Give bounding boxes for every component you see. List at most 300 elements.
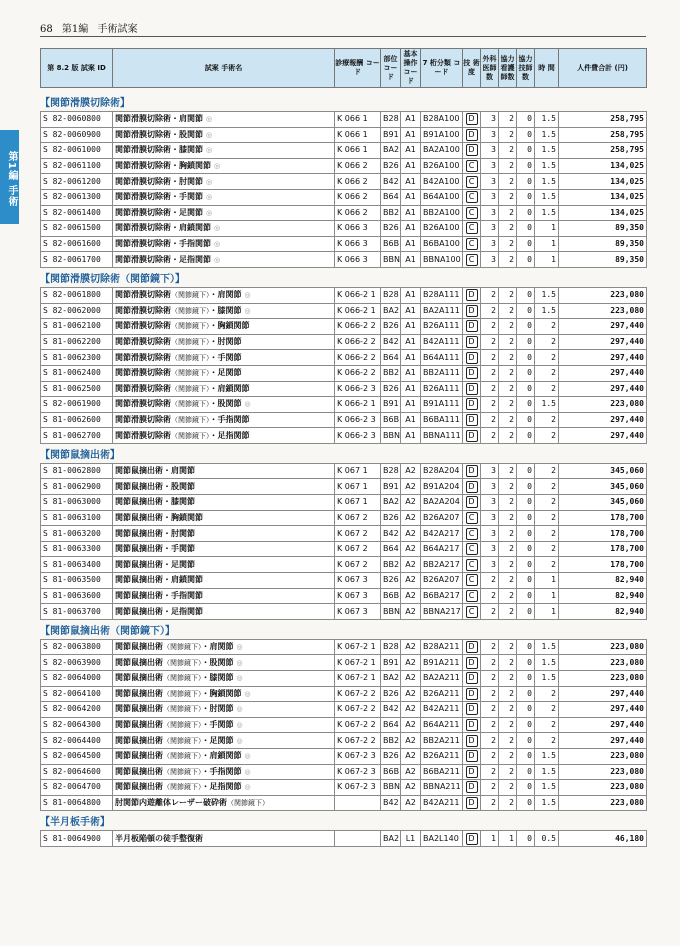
class-code: B28A211 [421,639,463,655]
technician-count: 0 [517,733,535,749]
skill-level-cell [463,158,481,174]
nurse-count: 2 [499,381,517,397]
nurse-count: 2 [499,795,517,811]
operation-code: A1 [401,205,421,221]
procedure-id: S 82-0061300 [41,189,113,205]
operation-code: A1 [401,174,421,190]
time-hours: 1.5 [535,764,559,780]
personnel-cost: 134,025 [559,205,647,221]
site-code: B91 [381,479,401,495]
site-code: B42 [381,526,401,542]
site-code: BA2 [381,831,401,847]
personnel-cost: 178,700 [559,510,647,526]
operation-code: A1 [401,236,421,252]
procedure-note: （関節鏡下） [163,674,202,683]
table-row [41,143,647,159]
class-code: BA2A111 [421,303,463,319]
technician-count: 0 [517,557,535,573]
class-code: BA2A211 [421,671,463,687]
skill-level-cell [463,831,481,847]
procedure-id: S 81-0062600 [41,412,113,428]
skill-level-badge: C [466,191,478,203]
surgeon-count: 2 [481,702,499,718]
table-row [41,733,647,749]
class-code: B6BA217 [421,588,463,604]
column-header: 試案 手術名 [113,49,335,88]
operation-code: A2 [401,655,421,671]
site-code: B42 [381,174,401,190]
personnel-cost: 134,025 [559,189,647,205]
personnel-cost: 258,795 [559,127,647,143]
operation-code: A2 [401,510,421,526]
table-row [41,748,647,764]
operation-code: A2 [401,764,421,780]
operation-code: A1 [401,143,421,159]
operation-code: A1 [401,112,421,128]
procedure-id: S 82-0064100 [41,686,113,702]
personnel-cost: 297,440 [559,365,647,381]
surgeon-count: 2 [481,733,499,749]
technician-count: 0 [517,604,535,620]
time-hours: 1 [535,252,559,268]
personnel-cost: 297,440 [559,733,647,749]
table-row [41,221,647,237]
procedure-name: 関節鼠摘出術（関節鏡下）・肩鎖関節 ◎ [113,748,335,764]
surgeon-count: 3 [481,127,499,143]
fee-code: K 067-2 2 [335,717,381,733]
procedure-note: （関節鏡下） [171,400,210,409]
time-hours: 2 [535,510,559,526]
site-code: BB2 [381,205,401,221]
nurse-count: 2 [499,748,517,764]
procedure-id: S 82-0061000 [41,143,113,159]
time-hours: 2 [535,381,559,397]
class-code: BA2A100 [421,143,463,159]
class-code: B26A207 [421,510,463,526]
skill-level-cell [463,588,481,604]
procedure-id: S 82-0063900 [41,655,113,671]
skill-level-cell [463,334,481,350]
class-code: B6BA111 [421,412,463,428]
surgeon-count: 2 [481,717,499,733]
procedure-name: 肘関節内遊離体レーザー破砕術（関節鏡下） [113,795,335,811]
table-row [41,287,647,303]
operation-code: A2 [401,733,421,749]
time-hours: 2 [535,428,559,444]
site-code: B91 [381,127,401,143]
procedure-note: （関節鏡下） [171,369,210,378]
procedure-id: S 82-0063800 [41,639,113,655]
skill-level-cell [463,252,481,268]
class-code: B6BA211 [421,764,463,780]
skill-level-badge: D [466,336,478,348]
procedure-note: （関節鏡下） [163,658,202,667]
procedure-id: S 81-0063100 [41,510,113,526]
operation-code: A2 [401,463,421,479]
skill-level-badge: C [466,176,478,188]
personnel-cost: 134,025 [559,158,647,174]
circle-mark-icon: ◎ [206,115,213,124]
skill-level-cell [463,463,481,479]
time-hours: 2 [535,334,559,350]
time-hours: 1.5 [535,397,559,413]
column-header-table [40,48,647,88]
skill-level-badge: D [466,144,478,156]
procedure-note: （関節鏡下） [163,783,202,792]
technician-count: 0 [517,686,535,702]
personnel-cost: 297,440 [559,686,647,702]
personnel-cost: 345,060 [559,479,647,495]
procedure-id: S 81-0062200 [41,334,113,350]
table-row [41,158,647,174]
site-code: B64 [381,350,401,366]
surgeon-count: 2 [481,397,499,413]
skill-level-cell [463,287,481,303]
table-row [41,381,647,397]
nurse-count: 2 [499,350,517,366]
time-hours: 0.5 [535,831,559,847]
column-header: 協力 技師 数 [517,49,535,88]
time-hours: 1.5 [535,112,559,128]
site-code: BB2 [381,733,401,749]
technician-count: 0 [517,831,535,847]
table-row [41,412,647,428]
procedure-id: S 82-0061600 [41,236,113,252]
technician-count: 0 [517,764,535,780]
skill-level-badge: D [466,352,478,364]
technician-count: 0 [517,334,535,350]
procedure-name: 関節鼠摘出術（関節鏡下）・手関節 ◎ [113,717,335,733]
skill-level-cell [463,221,481,237]
surgeon-count: 3 [481,479,499,495]
nurse-count: 2 [499,428,517,444]
site-code: BB2 [381,557,401,573]
fee-code: K 067 3 [335,604,381,620]
technician-count: 0 [517,510,535,526]
skill-level-cell [463,174,481,190]
class-code: B26A207 [421,573,463,589]
class-code: BB2A211 [421,733,463,749]
fee-code: K 066-2 2 [335,365,381,381]
operation-code: A1 [401,252,421,268]
skill-level-cell [463,428,481,444]
skill-level-badge: C [466,222,478,234]
site-code: BBN [381,252,401,268]
procedure-table [40,287,647,444]
nurse-count: 2 [499,541,517,557]
fee-code: K 066-2 1 [335,303,381,319]
skill-level-cell [463,795,481,811]
table-row [41,780,647,796]
skill-level-badge: D [466,113,478,125]
procedure-id: S 82-0061400 [41,205,113,221]
site-code: B6B [381,588,401,604]
skill-level-cell [463,541,481,557]
time-hours: 1 [535,588,559,604]
procedure-id: S 82-0062000 [41,303,113,319]
procedure-name: 関節滑膜切除術・肩関節 ◎ [113,112,335,128]
circle-mark-icon: ◎ [214,240,221,249]
circle-mark-icon: ◎ [236,705,243,714]
skill-level-cell [463,671,481,687]
class-code: BB2A217 [421,557,463,573]
time-hours: 1 [535,236,559,252]
time-hours: 2 [535,479,559,495]
skill-level-cell [463,397,481,413]
skill-level-badge: C [466,207,478,219]
fee-code: K 067-2 3 [335,748,381,764]
class-code: B28A100 [421,112,463,128]
table-row [41,831,647,847]
technician-count: 0 [517,350,535,366]
table-row [41,479,647,495]
nurse-count: 2 [499,764,517,780]
class-code: BBNA211 [421,780,463,796]
table-row [41,541,647,557]
table-row [41,557,647,573]
time-hours: 1.5 [535,303,559,319]
procedure-name: 関節滑膜切除術・肩鎖関節 ◎ [113,221,335,237]
procedure-name: 関節滑膜切除術・股関節 ◎ [113,127,335,143]
personnel-cost: 223,080 [559,303,647,319]
procedure-name: 関節鼠摘出術・肩関節 [113,463,335,479]
class-code: BBNA111 [421,428,463,444]
skill-level-cell [463,510,481,526]
time-hours: 1.5 [535,189,559,205]
nurse-count: 2 [499,221,517,237]
skill-level-cell [463,112,481,128]
time-hours: 1 [535,604,559,620]
technician-count: 0 [517,127,535,143]
circle-mark-icon: ◎ [236,736,243,745]
technician-count: 0 [517,702,535,718]
time-hours: 1.5 [535,287,559,303]
technician-count: 0 [517,174,535,190]
site-code: B91 [381,397,401,413]
procedure-note: （関節鏡下） [171,291,210,300]
time-hours: 2 [535,350,559,366]
procedure-name: 関節鼠摘出術・肘関節 [113,526,335,542]
surgeon-count: 2 [481,573,499,589]
personnel-cost: 82,940 [559,588,647,604]
procedure-note: （関節鏡下） [163,643,202,652]
site-code: BB2 [381,365,401,381]
class-code: B26A211 [421,686,463,702]
table-row [41,205,647,221]
technician-count: 0 [517,463,535,479]
site-code: BA2 [381,143,401,159]
personnel-cost: 223,080 [559,655,647,671]
operation-code: A1 [401,428,421,444]
procedure-name: 関節滑膜切除術（関節鏡下）・足関節 [113,365,335,381]
procedure-name: 関節滑膜切除術・足関節 ◎ [113,205,335,221]
circle-mark-icon: ◎ [214,224,221,233]
technician-count: 0 [517,780,535,796]
table-row [41,189,647,205]
nurse-count: 2 [499,158,517,174]
circle-mark-icon: ◎ [236,658,243,667]
procedure-note: （関節鏡下） [163,736,202,745]
fee-code: K 066-2 3 [335,412,381,428]
fee-code: K 066 2 [335,174,381,190]
operation-code: A1 [401,334,421,350]
skill-level-cell [463,780,481,796]
skill-level-badge: D [466,289,478,301]
table-row [41,127,647,143]
procedure-note: （関節鏡下） [171,306,210,315]
skill-level-badge: C [466,238,478,250]
procedure-name: 関節鼠摘出術・股関節 [113,479,335,495]
part-label: 第1編 [61,24,89,35]
skill-level-badge: C [466,528,478,540]
table-row [41,588,647,604]
surgeon-count: 3 [481,252,499,268]
class-code: B42A217 [421,526,463,542]
nurse-count: 2 [499,733,517,749]
procedure-id: S 82-0064300 [41,717,113,733]
table-row [41,495,647,511]
procedure-name: 関節鼠摘出術・足関節 [113,557,335,573]
procedure-id: S 81-0062500 [41,381,113,397]
procedure-id: S 82-0061200 [41,174,113,190]
nurse-count: 2 [499,526,517,542]
technician-count: 0 [517,319,535,335]
table-row [41,112,647,128]
skill-level-badge: C [466,160,478,172]
column-header: 人件費合計 (円) [559,49,647,88]
skill-level-cell [463,365,481,381]
technician-count: 0 [517,541,535,557]
section-title: 【関節鼠摘出術】 [40,449,120,461]
skill-level-badge: C [466,574,478,586]
nurse-count: 2 [499,365,517,381]
page-number: 68 [40,24,53,35]
personnel-cost: 297,440 [559,412,647,428]
table-row [41,365,647,381]
procedure-table [40,639,647,812]
skill-level-cell [463,319,481,335]
time-hours: 1.5 [535,655,559,671]
fee-code: K 067-2 3 [335,780,381,796]
time-hours: 1 [535,573,559,589]
fee-code: K 067 2 [335,557,381,573]
time-hours: 1.5 [535,143,559,159]
procedure-id: S 81-0062900 [41,479,113,495]
section-title: 【関節滑膜切除術】 [40,98,130,109]
procedure-name: 関節滑膜切除術・胸鎖関節 ◎ [113,158,335,174]
procedure-id: S 82-0064600 [41,764,113,780]
procedure-note: （関節鏡下） [163,721,202,730]
skill-level-cell [463,479,481,495]
personnel-cost: 297,440 [559,334,647,350]
skill-level-cell [463,127,481,143]
skill-level-badge: C [466,559,478,571]
nurse-count: 2 [499,236,517,252]
procedure-name: 関節鼠摘出術・肩鎖関節 [113,573,335,589]
personnel-cost: 178,700 [559,526,647,542]
section-title: 【関節滑膜切除術（関節鏡下）】 [40,273,185,285]
time-hours: 1 [535,221,559,237]
skill-level-badge: D [466,383,478,395]
surgeon-count: 3 [481,557,499,573]
section-title: 【関節鼠摘出術（関節鏡下）】 [40,625,175,637]
personnel-cost: 82,940 [559,573,647,589]
procedure-name: 関節滑膜切除術・肘関節 ◎ [113,174,335,190]
class-code: B91A204 [421,479,463,495]
surgeon-count: 3 [481,236,499,252]
personnel-cost: 89,350 [559,221,647,237]
class-code: B64A111 [421,350,463,366]
column-header: 部位 コード [381,49,401,88]
skill-level-badge: D [466,481,478,493]
fee-code: K 066-2 2 [335,334,381,350]
time-hours: 2 [535,557,559,573]
table-row [41,686,647,702]
operation-code: A2 [401,526,421,542]
surgeon-count: 2 [481,686,499,702]
surgeon-count: 2 [481,780,499,796]
surgeon-count: 3 [481,463,499,479]
table-row [41,319,647,335]
operation-code: A2 [401,495,421,511]
operation-code: A2 [401,604,421,620]
nurse-count: 2 [499,671,517,687]
circle-mark-icon: ◎ [206,146,213,155]
procedure-id: S 81-0063600 [41,588,113,604]
circle-mark-icon: ◎ [244,783,251,792]
column-header: 診療報酬 コード [335,49,381,88]
operation-code: A1 [401,381,421,397]
personnel-cost: 297,440 [559,428,647,444]
fee-code: K 067 3 [335,588,381,604]
personnel-cost: 223,080 [559,287,647,303]
procedure-id: S 82-0061900 [41,397,113,413]
class-code: BBNA217 [421,604,463,620]
nurse-count: 2 [499,604,517,620]
skill-level-badge: C [466,543,478,555]
procedure-id: S 81-0064900 [41,831,113,847]
fee-code [335,831,381,847]
personnel-cost: 297,440 [559,350,647,366]
fee-code: K 067 2 [335,510,381,526]
procedure-id: S 81-0063200 [41,526,113,542]
skill-level-badge: D [466,320,478,332]
skill-level-cell [463,412,481,428]
site-code: B91 [381,655,401,671]
fee-code: K 067-2 2 [335,733,381,749]
operation-code: A1 [401,127,421,143]
table-row [41,671,647,687]
skill-level-badge: D [466,688,478,700]
skill-level-cell [463,557,481,573]
surgeon-count: 2 [481,365,499,381]
procedure-note: （関節鏡下） [163,705,202,714]
class-code: B26A111 [421,381,463,397]
site-code: B26 [381,748,401,764]
procedure-name: 関節滑膜切除術（関節鏡下）・手関節 [113,350,335,366]
operation-code: A1 [401,397,421,413]
circle-mark-icon: ◎ [236,674,243,683]
class-code: B26A100 [421,158,463,174]
skill-level-cell [463,639,481,655]
surgeon-count: 2 [481,303,499,319]
site-code: B6B [381,412,401,428]
time-hours: 1.5 [535,795,559,811]
technician-count: 0 [517,252,535,268]
technician-count: 0 [517,365,535,381]
class-code: B26A111 [421,319,463,335]
surgeon-count: 2 [481,319,499,335]
